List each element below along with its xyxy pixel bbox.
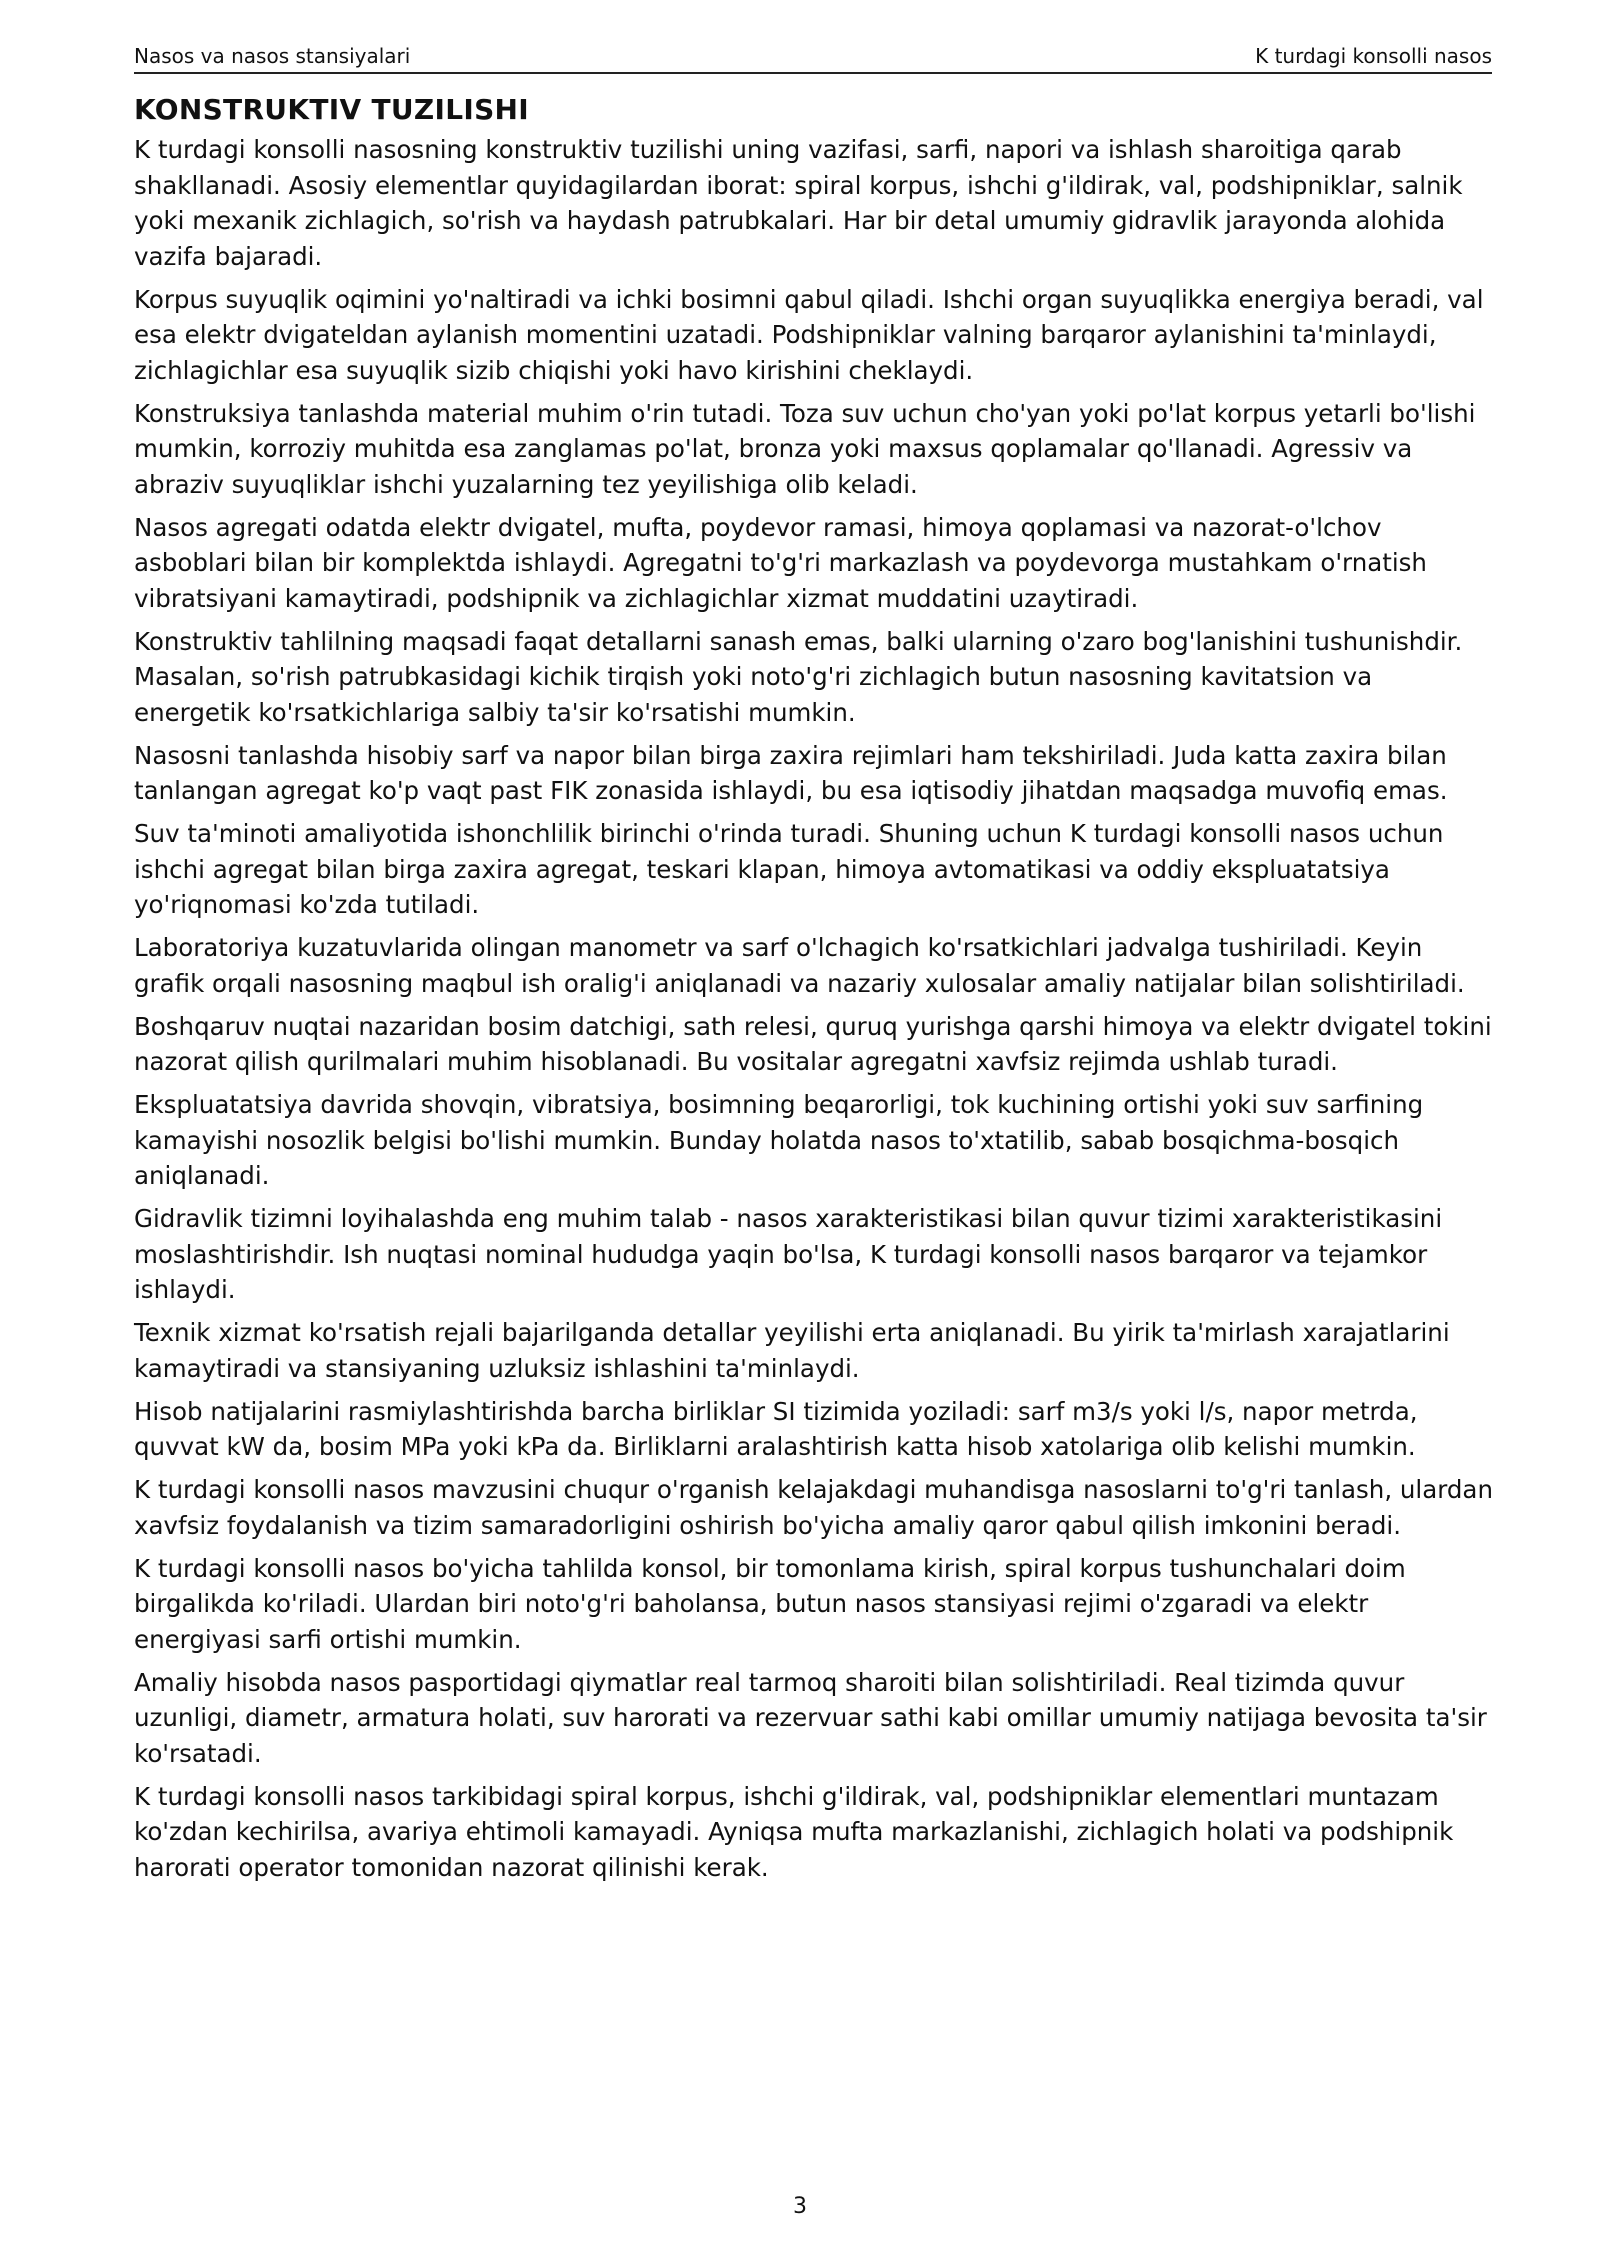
- paragraph: Konstruksiya tanlashda material muhim o'rin tutadi. Toza suv uchun cho'yan yoki po'lat korpus yetarli bo'lishi mumkin, korroziy muhitda esa zanglamas po'lat, bronza yoki maxsus qoplamalar qo'llanadi. Agressiv va abraziv suyuqliklar ishchi yuzalarning tez yeyilishiga olib keladi.: [134, 398, 1476, 499]
- paragraph: Gidravlik tizimni loyihalashda eng muhim talab - nasos xarakteristikasi bilan quvur tizimi xarakteristikasini moslashtirishdir. Ish nuqtasi nominal hududga yaqin bo'lsa, K turdagi konsolli nasos barqaror va tejamkor ishlaydi.: [134, 1204, 1443, 1304]
- paragraph: Boshqaruv nuqtai nazaridan bosim datchigi, sath relesi, quruq yurishga qarshi himoya va elektr dvigatel tokini nazorat qilish qurilmalari muhim hisoblanadi. Bu vositalar agregatni xavfsiz rejimda ushlab turadi.: [134, 1011, 1492, 1076]
- paragraph: Hisob natijalarini rasmiylashtirishda barcha birliklar SI tizimida yoziladi: sarf m3/s yoki l/s, napor metrda, quvvat kW da, bosim MPa yoki kPa da. Birliklarni aralashtirish katta hisob xatolariga olib kelishi mumkin.: [134, 1396, 1418, 1461]
- paragraph: Texnik xizmat ko'rsatish rejali bajarilganda detallar yeyilishi erta aniqlanadi. Bu yirik ta'mirlash xarajatlarini kamaytiradi va stansiyaning uzluksiz ishlashini ta'minlaydi.: [134, 1318, 1450, 1383]
- paragraph: K turdagi konsolli nasos bo'yicha tahlilda konsol, bir tomonlama kirish, spiral korpus tushunchalari doim birgalikda ko'riladi. Ulardan biri noto'g'ri baholansa, butun nasos stansiyasi rejimi o'zgaradi va elektr energiyasi sarfi ortishi mumkin.: [134, 1553, 1406, 1654]
- paragraph: Laboratoriya kuzatuvlarida olingan manometr va sarf o'lchagich ko'rsatkichlari jadvalga tushiriladi. Keyin grafik orqali nasosning maqbul ish oralig'i aniqlanadi va nazariy xulosalar amaliy natijalar bilan solishtiriladi.: [134, 933, 1465, 998]
- page-body: [134, 90, 1496, 1893]
- paragraph: Nasos agregati odatda elektr dvigatel, mufta, poydevor ramasi, himoya qoplamasi va nazorat-o'lchov asboblari bilan bir komplektda ishlaydi. Agregatni to'g'ri markazlash va poydevorga mustahkam o'rnatish vibratsiyani kamaytiradi, podshipnik va zichlagichlar xizmat muddatini uzaytiradi.: [134, 512, 1427, 613]
- paragraph: Nasosni tanlashda hisobiy sarf va napor bilan birga zaxira rejimlari ham tekshiriladi. Juda katta zaxira bilan tanlangan agregat ko'p vaqt past FIK zonasida ishlaydi, bu esa iqtisodiy jihatdan maqsadga muvofiq emas.: [134, 740, 1448, 805]
- running-header-chapter: K turdagi konsolli nasos: [1255, 44, 1492, 68]
- paragraph: Amaliy hisobda nasos pasportidagi qiymatlar real tarmoq sharoiti bilan solishtiriladi. Real tizimda quvur uzunligi, diametr, armatura holati, suv harorati va rezervuar sathi kabi omillar umumiy natijaga bevosita ta'sir ko'rsatadi.: [134, 1667, 1487, 1768]
- section-title: KONSTRUKTIV TUZILISHI: [134, 93, 530, 126]
- paragraph: Korpus suyuqlik oqimini yo'naltiradi va ichki bosimni qabul qiladi. Ishchi organ suyuqlikka energiya beradi, val esa elektr dvigateldan aylanish momentini uzatadi. Podshipniklar valning barqaror aylanishini ta'minlaydi, zichlagichlar esa suyuqlik sizib chiqishi yoki havo kirishini cheklaydi.: [134, 284, 1484, 385]
- page-header: [134, 40, 1492, 74]
- running-header-title: Nasos va nasos stansiyalari: [134, 44, 411, 68]
- paragraph: K turdagi konsolli nasosning konstruktiv tuzilishi uning vazifasi, sarfi, napori va ishlash sharoitiga qarab shakllanadi. Asosiy elementlar quyidagilardan iborat: spiral korpus, ishchi g'ildirak, val, podshipniklar, salnik yoki mexanik zichlagich, so'rish va haydash patrubkalari. Har bir detal umumiy gidravlik jarayonda alohida vazifa bajaradi.: [134, 135, 1463, 271]
- paragraph: Suv ta'minoti amaliyotida ishonchlilik birinchi o'rinda turadi. Shuning uchun K turdagi konsolli nasos uchun ishchi agregat bilan birga zaxira agregat, teskari klapan, himoya avtomatikasi va oddiy ekspluatatsiya yo'riqnomasi ko'zda tutiladi.: [134, 819, 1444, 919]
- page-number: 3: [793, 2194, 807, 2219]
- paragraph: Ekspluatatsiya davrida shovqin, vibratsiya, bosimning beqarorligi, tok kuchining ortishi yoki suv sarfining kamayishi nosozlik belgisi bo'lishi mumkin. Bunday holatda nasos to'xtatilib, sabab bosqichma-bosqich aniqlanadi.: [134, 1090, 1424, 1190]
- paragraph: Konstruktiv tahlilning maqsadi faqat detallarni sanash emas, balki ularning o'zaro bog'lanishini tushunishdir. Masalan, so'rish patrubkasidagi kichik tirqish yoki noto'g'ri zichlagich butun nasosning kavitatsion va energetik ko'rsatkichlariga salbiy ta'sir ko'rsatishi mumkin.: [134, 626, 1463, 727]
- paragraph: K turdagi konsolli nasos mavzusini chuqur o'rganish kelajakdagi muhandisga nasoslarni to'g'ri tanlash, ulardan xavfsiz foydalanish va tizim samaradorligini oshirish bo'yicha amaliy qaror qabul qilish imkonini beradi.: [134, 1475, 1493, 1540]
- paragraph: K turdagi konsolli nasos tarkibidagi spiral korpus, ishchi g'ildirak, val, podshipniklar elementlari muntazam ko'zdan kechirilsa, avariya ehtimoli kamayadi. Ayniqsa mufta markazlanishi, zichlagich holati va podshipnik harorati operator tomonidan nazorat qilinishi kerak.: [134, 1781, 1454, 1882]
